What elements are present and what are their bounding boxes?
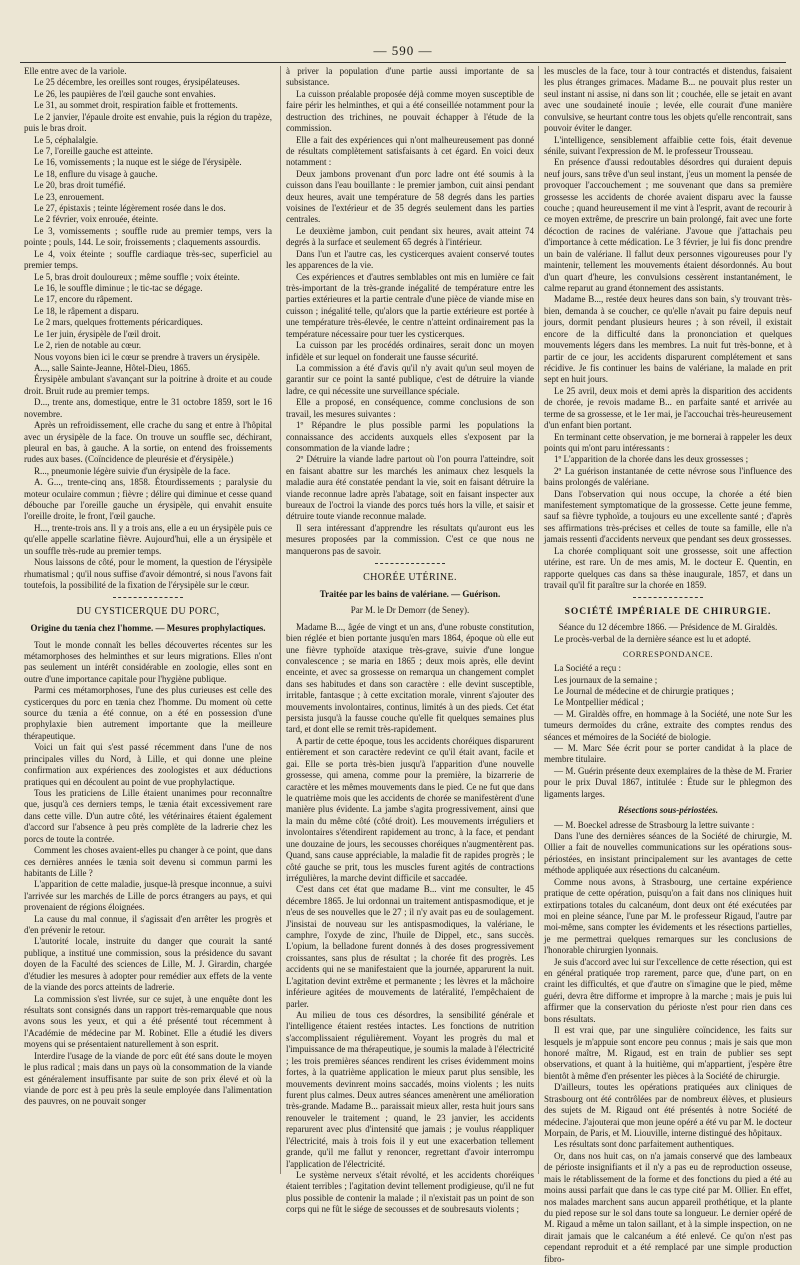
paragraph: Deux jambons provenant d'un porc ladre ont été soumis à la cuisson dans l'eau bouillante : le premier jambon, cuit ainsi pendant deux heures, avait une température de 58 degrés dans les parties voisines de l'extérieur et de 35 degrés seulement dans les parties centrales.	[286, 168, 534, 225]
paragraph: Le Montpellier médical ;	[554, 697, 644, 708]
paragraph: L'intelligence, sensiblement affaiblie cette fois, était devenue sénile, suivant l'expression de M. le professeur Trousseau.	[544, 134, 792, 156]
paragraph: Les résultats sont donc parfaitement authentiques.	[554, 1139, 734, 1150]
paragraph: — M. Guérin présente deux exemplaires de la thèse de M. Frarier pour le prix Duval 1867, intitulée : Étude sur le phlegmon des ligaments larges.	[544, 765, 792, 799]
paragraph: 1º L'apparition de la chorée dans les deux grossesses ;	[554, 454, 749, 465]
paragraph: R..., pneumonie légère suivie d'un érysipèle de la face.	[34, 465, 231, 476]
paragraph: Le 1er juin, érysipèle de l'œil droit.	[34, 328, 161, 339]
section-heading: Résections sous-périostées.	[618, 805, 718, 816]
column-divider	[280, 66, 281, 1174]
paragraph: 1º Répandre le plus possible parmi les populations la connaissance des accidents auxquels elles s'exposent par la consommation de la viande ladre ;	[286, 420, 534, 453]
article-subtitle: Origine du tænia chez l'homme. — Mesures prophylactiques.	[30, 623, 266, 634]
paragraph: Tout le monde connaît les belles découvertes récentes sur les métamorphoses des helminthes et sur leurs migrations. Elles n'ont pas seulement un intérêt considérable en zoologie, elles sont en outre d'une importance capitale pour l'hygiène publique.	[24, 639, 272, 684]
paragraph: Le 23, enrouement.	[34, 191, 104, 202]
paragraph: Le système nerveux s'était révolté, et les accidents choréiques étaient terribles ; l'agitation devint tellement prodigieuse, qu'il ne fut plus possible de contenir la malade ; il n'existait pas un point de son corps qui ne fût le siége de secousses et de soubresauts violents ;	[286, 1169, 534, 1215]
paragraph: Le 27, épistaxis ; teinte légèrement rosée dans le dos.	[34, 203, 226, 214]
paragraph: Elle entre avec de la variole.	[24, 66, 127, 76]
paragraph: Le 31, au sommet droit, respiration faible et frottements.	[34, 100, 238, 111]
paragraph: — M. Marc Sée écrit pour se porter candidat à la place de membre titulaire.	[544, 743, 792, 765]
paragraph: Interdire l'usage de la viande de porc eût été sans doute le moyen le plus radical ; mais dans un pays où la consommation de la viande est généralement insuffisante par suite de son prix élevé et où la viande de porc est à peu près la seule employée dans l'alimentation des pauvres, on ne pouvait songer	[24, 1050, 272, 1107]
paragraph: Or, dans nos huit cas, on n'a jamais conservé que des lambeaux de périoste insignifiants et il n'y a pas eu de reproduction osseuse, mais le rétablissement de la forme et des fonctions du pied a été au moins aussi parfait que dans le cas type cité par M. Ollier. En effet, nos malades marchent sans aucun appareil prothétique, et la plante du pied repose sur le sol dans toute sa longueur. Le dernier opéré de M. Rigaud a même un talon saillant, et à la simple inspection, on ne dirait jamais que le calcanéum a été enlevé. Ce qu'on n'est pas cependant reproduit et a été remplacé par une simple production fibro-	[544, 1150, 792, 1264]
paragraph: Le 2 février, voix enrouée, éteinte.	[34, 214, 159, 225]
paragraph: Le 25 avril, deux mois et demi après la disparition des accidents de chorée, je revois madame B... en parfaite santé et arrivée au terme de sa grossesse, et le 1er mai, je l'accouchai très-heureusement d'un enfant bien portant.	[544, 385, 793, 431]
paragraph: 2º Détruire la viande ladre partout où l'on pourra l'atteindre, soit en faisant abattre sur les marchés les animaux chez lesquels la maladie aura été constatée pendant la vie, soit en faisant détruire la viande reconnue ladre après l'abatage, soit en faisant inspecter aux bureaux de l'octroi la viande des porcs tués hors la ville, et saisir et détruire toute viande reconnue malade.	[286, 454, 534, 522]
paragraph: Je suis d'accord avec lui sur l'excellence de cette résection, qui est en général pratiquée trop rarement, parce que, d'une part, on en craint les difficultés, et que d'autre on s'imagine que le pied, même guéri, devra être difforme et impropre à la marche ; mais je puis lui affirmer que la conservation du périoste n'est pour rien dans ces bons résultats.	[544, 956, 792, 1024]
paragraph: En terminant cette observation, je me bornerai à rappeler les deux points qui m'ont paru intéressants :	[544, 431, 792, 453]
paragraph: Le 18, enflure du visage à gauche.	[34, 168, 158, 179]
paragraph: Le 25 décembre, les oreilles sont rouges, érysipélateuses.	[34, 77, 240, 88]
paragraph: Tous les praticiens de Lille étaient unanimes pour reconnaître que, jusqu'à ces derniers temps, le tænia était excessivement rare dans cette ville. D'un autre côté, les vétérinaires étaient également d'accord sur l'absence à peu près complète de la ladrerie chez les porcs de toute la contrée.	[24, 788, 272, 844]
paragraph: La commission s'est livrée, sur ce sujet, à une enquête dont les résultats sont consignés dans un rapport très-remarquable que nous avons sous les yeux, et qui a été présenté tout récemment à l'Académie de médecine par M. Robinet. Elle a étudié les divers moyens qui se présentaient naturellement à son esprit.	[24, 993, 272, 1050]
column-right	[544, 66, 793, 1264]
paragraph: A..., salle Sainte-Jeanne, Hôtel-Dieu, 1865.	[34, 362, 191, 373]
paragraph: Le 16, le souffle diminue ; le tic-tac se dégage.	[34, 283, 203, 294]
paragraph: Nous voyons bien ici le cœur se prendre à travers un érysipèle.	[34, 351, 260, 362]
paragraph: Le Journal de médecine et de chirurgie pratiques ;	[554, 685, 734, 696]
paragraph: Madame B..., âgée de vingt et un ans, d'une robuste constitution, bien réglée et bien portante jusqu'en mars 1864, époque où elle eut une fièvre typhoïde ataxique très-grave, suivie d'une longue convalescence ; se maria en 1865 ; deux mois après, elle devint enceinte, et avec sa grossesse on remarqua un changement complet dans ses habitudes et dans son caractère : elle devint susceptible, irritable, fantasque ; à cette excitation morale, vinrent s'ajouter des mouvements involontaires, continus, limités à un des pieds. Cet état persista jusqu'à la fausse couche qu'elle fit quelques semaines plus tard, et dont elle se remit très-rapidement.	[286, 621, 534, 735]
seance-line: Séance du 12 décembre 1866. — Présidence de M. Giraldès.	[558, 622, 778, 633]
section-rule	[113, 597, 183, 598]
paragraph: Le 5, bras droit douloureux ; même souffle ; voix éteinte.	[34, 271, 240, 282]
paragraph: Le deuxième jambon, cuit pendant six heures, avait atteint 74 degrés à la surface et seulement 65 degrés à l'intérieur.	[286, 225, 534, 248]
paragraph: Dans l'une des dernières séances de la Société de chirurgie, M. Ollier a fait de nouvelles communications sur les opérations sous-périostées, en insistant principalement sur les avantages de cette méthode appliquée aux résections du calcanéum.	[544, 831, 792, 876]
article-byline: Par M. le Dr Demorr (de Seney).	[350, 605, 470, 616]
paragraph: — M. Giraldès offre, en hommage à la Société, une note Sur les tumeurs dermoïdes du crâne, extraite des comptes rendus des séances et mémoires de la Société de biologie.	[544, 708, 792, 742]
paragraph: Le 16, vomissements ; la nuque est le siége de l'érysipèle.	[34, 157, 242, 168]
paragraph: Dans l'observation qui nous occupe, la chorée a été bien manifestement symptomatique de la grossesse. Cette jeune femme, sauf sa fièvre typhoïde, a toujours eu une excellente santé ; d'après ses affirmations très-précises et celles de toute sa famille, elle n'a jamais ressenti d'accidents nerveux que pendant ses deux grossesses.	[544, 488, 792, 545]
paragraph: Le 17, encore du râpement.	[34, 294, 133, 305]
paragraph: La commission a été d'avis qu'il n'y avait qu'un seul moyen de garantir sur ce point la santé publique, c'est de détruire la viande ladre, ce qui nécessite une surveillance spéciale.	[286, 362, 534, 396]
paragraph: Ces expériences et d'autres semblables ont mis en lumière ce fait très-important de la très-grande inégalité de température entre les parties extérieures et la partie centrale d'une pièce de viande mise en cuisson ; inégalité telle, qu'alors que la partie extérieure est portée à une température très-élevée, le centre n'atteint ordinairement pas la température nécessaire pour tuer les cysticerques.	[286, 271, 534, 339]
paragraph: — M. Boeckel adresse de Strasbourg la lettre suivante :	[554, 819, 755, 830]
paragraph: Dans l'un et l'autre cas, les cysticerques avaient conservé toutes les apparences de la vie.	[286, 248, 534, 271]
column-divider	[538, 66, 539, 1174]
paragraph: A. G..., trente-cinq ans, 1858. Étourdissements ; paralysie du moteur oculaire commun ; fièvre ; délire qui diminue et cesse quand débouche par l'oreille gauche un érysipèle, qui envahit ensuite l'oreille droite, le front, l'œil gauche.	[24, 477, 272, 522]
paragraph: Le 20, bras droit tuméfié.	[34, 180, 126, 191]
paragraph: Les journaux de la semaine ;	[554, 674, 658, 685]
paragraph: 2º La guérison instantanée de cette névrose sous l'influence des bains prolongés de valériane.	[544, 465, 792, 488]
paragraph: La Société a reçu :	[554, 663, 621, 674]
paragraph: L'apparition de cette maladie, jusque-là presque inconnue, a suivi l'arrivée sur les marchés de Lille de porcs étrangers au pays, et qui provenaient de régions éloignées.	[24, 879, 272, 913]
paragraph: Comme nous avons, à Strasbourg, une certaine expérience pratique de cette opération, puisqu'on a fait dans nos cliniques huit extirpations totales du calcanéum, dont deux ont été exécutées par moi en pleine séance, l'une par M. le professeur Rigaud, l'autre par moi-même, sans compter les évidements et les résections partielles, je me permettrai quelques remarques sur les conclusions de l'honorable chirurgien lyonnais.	[544, 876, 792, 956]
paragraph: L'autorité locale, instruite du danger que courait la santé publique, a institué une commission, sous la présidence du savant doyen de la Faculté des sciences de Lille, M. J. Girardin, chargée d'étudier les mesures à adopter pour remédier aux effets de la vente de la viande des porcs atteints de ladrerie.	[24, 936, 272, 993]
column-left	[24, 66, 272, 1174]
article-title: SOCIÉTÉ IMPÉRIALE DE CHIRURGIE.	[564, 607, 772, 618]
paragraph: Le 3, vomissements ; souffle rude au premier temps, vers la pointe ; pouls, 144. Le soir, froissements ; claquements assourdis.	[24, 225, 272, 248]
page-number: — 590 —	[373, 43, 433, 58]
paragraph: Comment les choses avaient-elles pu changer à ce point, que dans ces dernières années le tænia soit devenu si commun parmi les habitants de Lille ?	[24, 845, 272, 878]
article-title: DU CYSTICERQUE DU PORC,	[76, 606, 220, 618]
paragraph: En présence d'aussi redoutables désordres qui duraient depuis neuf jours, sans trêve d'un seul instant, j'eus un moment la pensée de provoquer l'accouchement ; me souvenant que dans sa première grossesse les accidents de chorée avaient disparu avec la fausse couche ; quand heureusement il me vint à l'esprit, avant de recourir à ce moyen extrême, de prescrire un bain prolongé, fait avec une forte décoction de racines de valériane. J'avoue que j'attachais peu d'importance à cette médication. Le 3 février, je lui fis donc prendre un bain de valériane. Il fallut deux personnes vigoureuses pour l'y maintenir, tellement les mouvements étaient désordonnés. Au bout d'un quart d'heure, les convulsions cessèrent instantanément, le calme reparut au grand étonnement des assistants.	[544, 157, 792, 294]
paragraph: La chorée compliquant soit une grossesse, soit une affection utérine, est rare. Un de mes amis, M. le docteur E. Quentin, en rapporte quelques cas dans sa thèse inaugurale, 1857, et dans un travail qu'il fit paraître sur la chorée en 1859.	[544, 545, 792, 590]
paragraph: Elle a proposé, en conséquence, comme conclusions de son travail, les mesures suivantes :	[286, 397, 534, 419]
article-subtitle: Traitée par les bains de valériane. — Guérison.	[319, 588, 501, 599]
paragraph: Le 2 mars, quelques frottements péricardiques.	[34, 317, 203, 328]
paragraph: Il sera intéressant d'apprendre les résultats qu'auront eus les mesures proposées par la commission. C'est ce que nous ne manquerons pas de savoir.	[286, 522, 534, 556]
paragraph: Le 18, le râpement a disparu.	[34, 305, 139, 316]
paragraph: Après un refroidissement, elle crache du sang et entre à l'hôpital avec un érysipèle de la face. On trouve un souffle sec, déchirant, pleural en bas, à gauche. A la sortie, on entend des froissements rudes aux bases. (Coïncidence de pleurésie et d'érysipèle.)	[24, 420, 272, 465]
paragraph: Le 2, rien de notable au cœur.	[34, 340, 141, 351]
paragraph: Le 26, les paupières de l'œil gauche sont envahies.	[34, 88, 216, 99]
article-title: CHORÉE UTÉRINE.	[363, 572, 457, 584]
paragraph: Voici un fait qui s'est passé récemment dans l'une de nos principales villes du Nord, à Lille, et qui donne une pleine confirmation aux expériences des zoologistes et aux déductions pratiques qui en découlent au point de vue prophylactique.	[24, 742, 272, 787]
paragraph: C'est dans cet état que madame B... vint me consulter, le 45 décembre 1865. Je lui ordonnai un traitement antispasmodique, et je n'eus de ses nouvelles que le 27 ; il n'y avait pas eu de soulagement. J'insistai de nouveau sur les antispasmodiques, la valériane, le camphre, l'oxyde de zinc, l'huile de Dippel, etc., sans succès. L'opium, la belladone furent donnés à des doses progressivement croissantes, sans plus de résultat ; la chorée fit des progrès. Les accidents qui ne se manifestaient que la journée, apparurent la nuit. L'agitation devint extrême et permanente ; les lèvres et la mâchoire inférieure agitées de mouvements de latéralité, l'empêchaient de parler.	[286, 884, 534, 1009]
section-heading: CORRESPONDANCE.	[622, 649, 714, 660]
paragraph: Le 5, céphalalgie.	[34, 134, 98, 145]
paragraph: Parmi ces métamorphoses, l'une des plus curieuses est celle des cysticerques du porc en tænia chez l'homme. Du moment où cette source du tænia a été connue, on a été en possession d'une prophylaxie bien autrement importante que la meilleure thérapeutique.	[24, 685, 272, 741]
section-rule	[375, 563, 445, 564]
paragraph: à priver la population d'une partie aussi importante de sa subsistance.	[286, 66, 534, 88]
paragraph: Le 4, voix éteinte ; souffle cardiaque très-sec, superficiel au premier temps.	[24, 248, 272, 271]
paragraph: Le 2 janvier, l'épaule droite est envahie, puis la région du trapèze, puis le bras droit.	[24, 111, 272, 134]
paragraph: H..., trente-trois ans. Il y a trois ans, elle a eu un érysipèle puis ce qu'elle appelle scarlatine fièvre. Aujourd'hui, elle a un érysipèle et un souffle très-rude au premier temps.	[24, 522, 272, 556]
column-middle	[286, 66, 534, 1215]
paragraph: Elle a fait des expériences qui n'ont malheureusement pas donné de résultats complètement satisfaisants à cet égard. En voici deux notamment :	[286, 134, 534, 168]
paragraph: D'ailleurs, toutes les opérations pratiquées aux cliniques de Strasbourg ont été contrôlées par de nombreux élèves, et plusieurs des sujets de M. Rigaud ont été présentés à notre Société de médecine. J'ajouterai que mon jeune opéré a été vu par M. le docteur Morpain, de Paris, et M. Liouville, interne distingué des hôpitaux.	[544, 1082, 792, 1138]
paragraph: les muscles de la face, tour à tour contractés et distendus, faisaient les plus étranges grimaces. Madame B... ne pouvait plus rester un seul instant ni assise, ni dans son lit ; couchée, elle se jetait en avant avec une soudaineté inouïe ; levée, elle courait d'une manière convulsive, se heurtant contre tous les objets qu'elle rencontrait, sans pouvoir éviter le danger.	[544, 66, 792, 134]
paragraph: Érysipèle ambulant s'avançant sur la poitrine à droite et au coude droit. Bruit rude au premier temps.	[24, 374, 272, 396]
paragraph: La cuisson préalable proposée déjà comme moyen susceptible de faire périr les helminthes, et qui a été conseillée notamment pour la destruction des trichines, ne pouvait échapper à l'étude de la commission.	[286, 88, 534, 134]
paragraph: Il est vrai que, par une singulière coïncidence, les faits sur lesquels je m'appuie sont encore peu connus ; mais je sais que mon honoré maître, M. Rigaud, est en train de publier ses sept observations, et quant à la huitième, qui m'appartient, j'espère être bientôt à même d'en présenter les pièces à la Société de chirurgie.	[544, 1025, 792, 1081]
paragraph: Le procès-verbal de la dernière séance est lu et adopté.	[554, 633, 751, 644]
section-rule	[633, 597, 703, 598]
paragraph: La cuisson par les procédés ordinaires, serait donc un moyen infidèle et sur lequel on fonderait une fausse sécurité.	[286, 340, 534, 362]
paragraph: Le 7, l'oreille gauche est atteinte.	[34, 145, 153, 156]
paragraph: A partir de cette époque, tous les accidents choréiques disparurent entièrement et son caractère redevint ce qu'il était avant, facile et gai. Elle se porta très-bien jusqu'à l'apparition d'une nouvelle grossesse, qui amena, comme pour la première, la bizarrerie de caractère et les mêmes mouvements dans le pied. Ce ne fut que dans le quatrième mois que les accidents de chorée se manifestèrent d'une manière plus évidente. La jambe s'agita progressivement, ainsi que la main du même côté (côté droit). Les mouvements irréguliers et involontaires s'étendirent rapidement au tronc, à la face, et pendant une douzaine de jours, les secousses choréiques n'augmentèrent pas. Quand, sans cause appréciable, la maladie fit de rapides progrès ; le côté gauche se prit, tous les muscles furent agités de contractions irrégulières, la marche devint difficile et saccadée.	[286, 735, 534, 883]
paragraph: Au milieu de tous ces désordres, la sensibilité générale et l'intelligence étaient restées intactes. Les fonctions de nutrition s'accomplissaient régulièrement. Voyant les progrès du mal et l'impuissance de ma thérapeutique, je soumis la malade à l'électricité ; les trois premières séances rendirent les crises évidemment moins fortes, à la quatrième application le mieux parut plus sensible, les mouvements devinrent moins saccadés, moins violents ; les nuits furent plus calmes. Deux autres séances amenèrent une amélioration très-grande. Madame B... paraissait mieux aller, resta huit jours sans renouveler le traitement ; quand, le 23 janvier, les accidents reparurent avec plus d'intensité que jamais ; je voulus réappliquer l'électricité, mais à trois fois il y eut une exacerbation tellement grande, qu'il me fallut y renoncer, regrettant d'avoir interrompu l'application de l'électricité.	[286, 1010, 534, 1169]
paragraph: D..., trente ans, domestique, entre le 31 octobre 1859, sort le 16 novembre.	[24, 397, 272, 419]
paragraph: La cause du mal connue, il s'agissait d'en arrêter les progrès et d'en prévenir le retour.	[24, 913, 272, 936]
paragraph: Nous laissons de côté, pour le moment, la question de l'érysipèle rhumatismal ; qu'il nous suffise d'avoir démontré, si nous l'avons fait toutefois, la possibilité de la fixation de l'érysipèle sur le cœur.	[24, 557, 272, 590]
paragraph: Madame B..., restée deux heures dans son bain, s'y trouvant très-bien, demanda à se coucher, ce qu'elle n'avait pu faire depuis neuf jours, dormit pendant plusieurs heures ; à son réveil, il existait encore de la difficulté dans la prononciation et quelques mouvements légers dans les membres. La nuit fut très-bonne, et à partir de ce jour, les accidents disparurent complétement et sans récidive. Je fis continuer les bains de valériane, la malade en prit sept en huit jours.	[544, 294, 792, 385]
page-header	[20, 40, 786, 63]
